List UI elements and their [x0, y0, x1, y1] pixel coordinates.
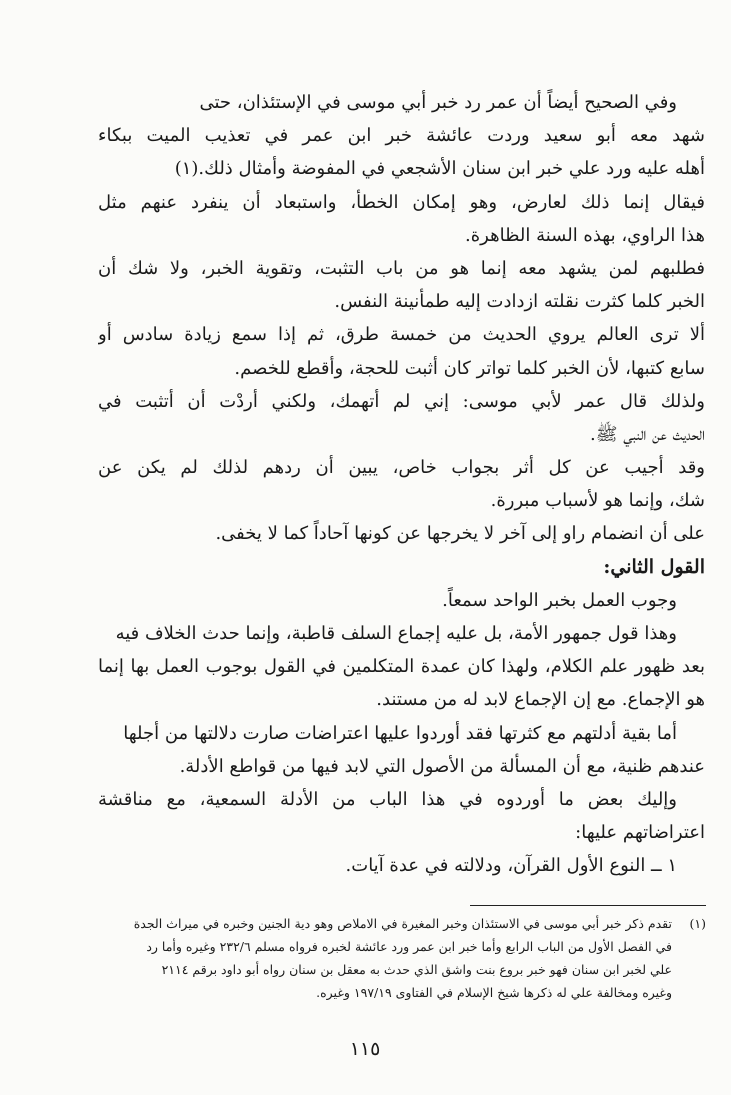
text-line: ألا ترى العالم يروي الحديث من خمسة طرق، ثم إذا سمع زيادة سادس أو — [98, 324, 705, 346]
footnote-line — [98, 912, 706, 935]
text-line: وفي الصحيح أيضاً أن عمر رد خبر أبي موسى في الإستئذان، حتى — [199, 92, 677, 113]
footnote-text: وغيره ومخالفة علي له ذكرها شيخ الإسلام في الفتاوى ١٩٧/١٩ وغيره. — [316, 985, 672, 1000]
text-line: وهذا قول جمهور الأمة، بل عليه إجماع السلف قاطبة، وإنما حدث الخلاف فيه — [115, 623, 677, 644]
footnote-line — [98, 981, 706, 1004]
text-line: بعد ظهور علم الكلام، ولهذا كان عمدة المتكلمين في القول بوجوب العمل بها إنما — [98, 656, 705, 678]
footnote-divider — [470, 905, 706, 906]
footnotes — [98, 912, 706, 1004]
text-line: فطلبهم لمن يشهد معه إنما هو من باب التثبت، وتقوية الخبر، ولا شك أن — [98, 257, 705, 279]
text-line: سابع كتبها، لأن الخبر كلما تواتر كان أثبت للحجة، وأقطع للخصم. — [234, 357, 705, 379]
text-line: وجوب العمل بخبر الواحد سمعاً. — [442, 589, 677, 611]
text-line: وإليك بعض ما أوردوه في هذا الباب من الأدلة السمعية، مع مناقشة — [98, 788, 677, 810]
text-line: هذا الراوي، بهذه السنة الظاهرة. — [465, 224, 705, 246]
text-line: الحديث عن النبي ﷺ. — [590, 423, 705, 445]
text-line: الخبر كلما كثرت نقلته ازدادت إليه طمأنينة النفس. — [334, 291, 705, 313]
text-line: على أن انضمام راو إلى آخر لا يخرجها عن كونها آحاداً كما لا يخفى. — [215, 523, 705, 545]
main-text — [98, 86, 705, 883]
text-line: شهد معه أبو سعيد وردت عائشة خبر ابن عمر في تعذيب الميت ببكاء — [98, 125, 705, 147]
text-line: عندهم ظنية، مع أن المسألة من الأصول التي لابد فيها من قواطع الأدلة. — [179, 755, 705, 777]
text-line: أهله عليه ورد علي خبر ابن سنان الأشجعي في المفوضة وأمثال ذلك.(١) — [174, 158, 705, 180]
text-line: اعتراضاتهم عليها: — [575, 822, 705, 844]
footnote-line — [98, 935, 706, 958]
footnote-number: (١) — [689, 916, 706, 931]
footnote-line — [98, 958, 706, 981]
text-line: ولذلك قال عمر لأبي موسى: إني لم أتهمك، ولكني أردْت أن أتثبت في — [98, 390, 705, 412]
text-line: ١ ــ النوع الأول القرآن، ودلالته في عدة آيات. — [345, 855, 677, 877]
text-line: شك، وإنما هو لأسباب مبررة. — [490, 490, 705, 512]
footnote-text: علي لخبر ابن سنان فهو خبر بروع بنت واشق الذي حدث به معقل بن سنان رواه أبو داود برقم ٢١١٤ — [161, 962, 672, 977]
section-heading: القول الثاني: — [603, 555, 705, 578]
text-line: أما بقية أدلتهم مع كثرتها فقد أوردوا عليها اعتراضات صارت دلالتها من أجلها — [123, 722, 677, 744]
footnote-text: في الفصل الأول من الباب الرابع وأما خبر ابن عمر ورد عائشة لخبره فرواه مسلم ٢٣٢/٦ وغيره وأما رد — [146, 939, 672, 954]
footnote-text: تقدم ذكر خبر أبي موسى في الاستئذان وخبر المغيرة في الاملاص وهو دية الجنين وخبره في ميراث الجدة — [133, 916, 672, 931]
text-line: هو الإجماع. مع إن الإجماع لابد له من مستند. — [376, 689, 705, 711]
page-number: ١١٥ — [349, 1038, 381, 1060]
text-line: وقد أجيب عن كل أثر بجواب خاص، يبين أن ردهم لذلك لم يكن عن — [98, 457, 705, 479]
text-line: فيقال إنما ذلك لعارض، وهو إمكان الخطأ، واستبعاد أن ينفرد عنهم مثل — [98, 191, 705, 213]
